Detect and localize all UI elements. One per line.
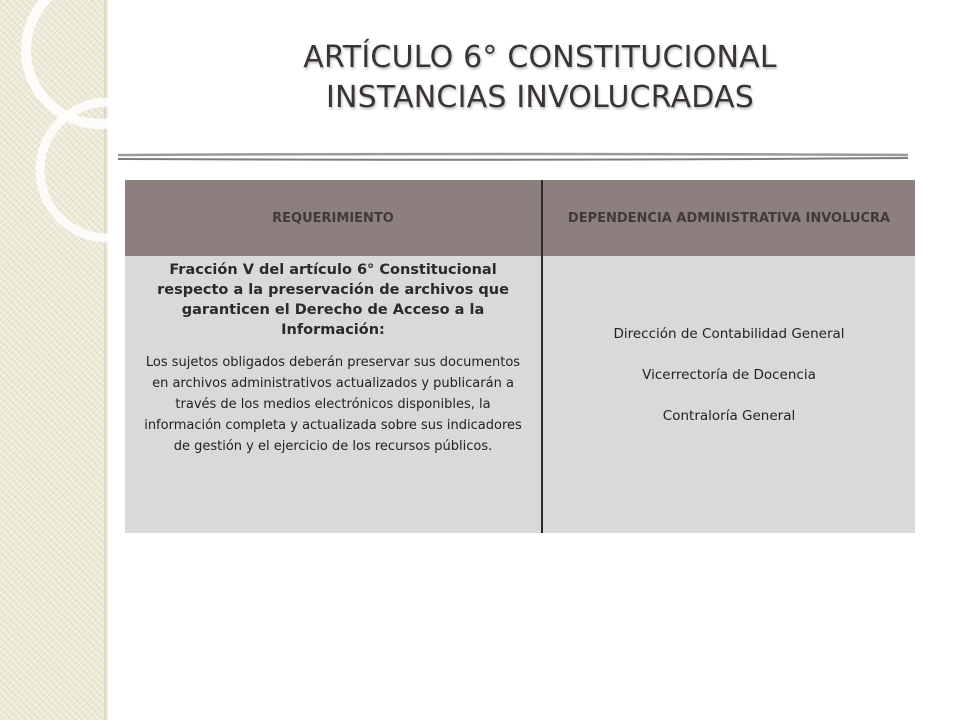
dependency-item: Vicerrectoría de Docencia xyxy=(642,367,816,383)
dependencies-cell xyxy=(542,256,915,533)
slide-title xyxy=(150,38,930,118)
title-underline xyxy=(116,150,916,164)
instances-table xyxy=(125,180,915,533)
header-requerimiento: REQUERIMIENTO xyxy=(125,180,542,256)
requirement-body: Los sujetos obligados deberán preservar sus documentos en archivos administrativos actualizados y publicarán a través de los medios electrónicos disponibles, la información completa y actualizada sobre sus indicadores de gestión y el ejercicio de los recursos públicos. xyxy=(144,355,522,454)
title-underline-upper xyxy=(118,154,908,155)
header-dependencia: DEPENDENCIA ADMINISTRATIVA INVOLUCRA xyxy=(542,180,915,256)
slide-title-line-1: ARTÍCULO 6° CONSTITUCIONAL xyxy=(303,40,777,75)
slide-title-line-2: INSTANCIAS INVOLUCRADAS xyxy=(325,80,755,115)
table-row xyxy=(125,256,915,533)
requirement-heading: Fracción V del artículo 6° Constitucional respecto a la preservación de archivos que garanticen el Derecho de Acceso a la Información: xyxy=(157,262,509,338)
dependency-item: Dirección de Contabilidad General xyxy=(613,326,845,342)
dependency-item: Contraloría General xyxy=(662,408,796,424)
title-underline-lower xyxy=(118,158,908,160)
table-header-row xyxy=(125,180,915,256)
requirement-cell xyxy=(125,256,542,533)
